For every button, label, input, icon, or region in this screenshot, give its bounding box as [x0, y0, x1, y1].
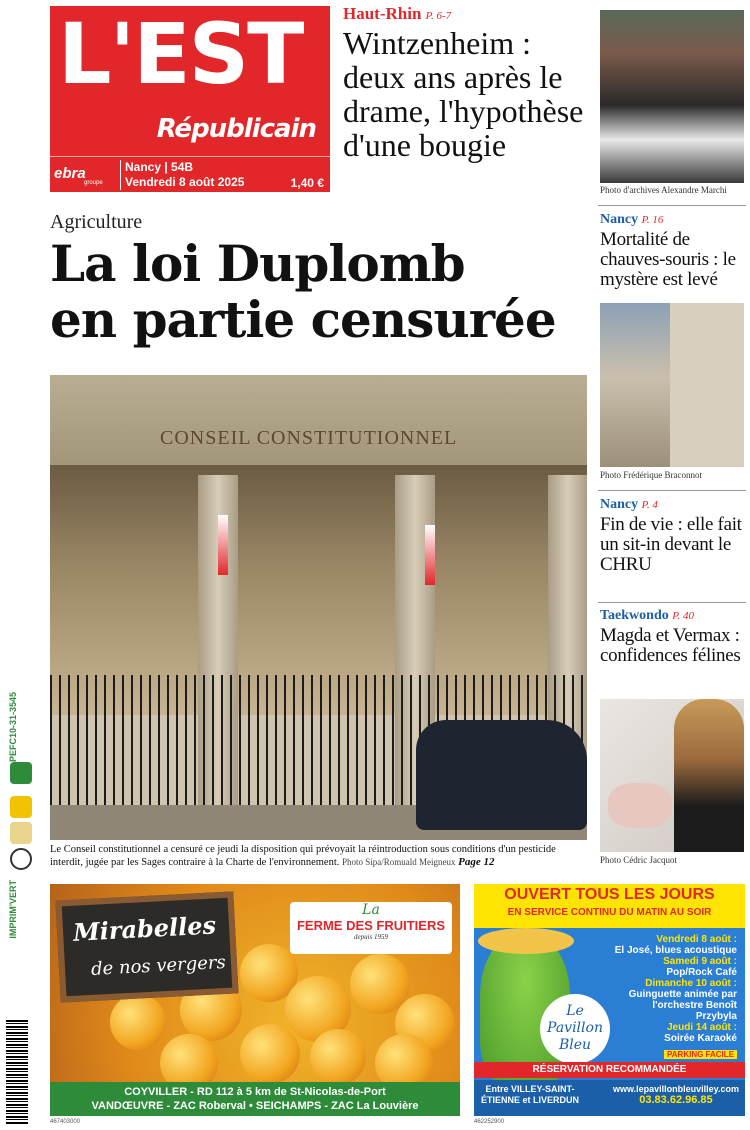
pefc-code: 10-31-3545 [8, 692, 18, 739]
address-line2: VANDŒUVRE - ZAC Roberval • SEICHAMPS - ZAC La Louvière [91, 1100, 419, 1112]
masthead-logo: L'EST [58, 5, 303, 103]
teaser-headline: Magda et Vermax : confidences félines [600, 625, 741, 666]
event-date: Dimanche 10 août : [645, 978, 737, 989]
teaser-bats[interactable] [600, 212, 745, 290]
teaser-taekwondo[interactable] [600, 608, 745, 666]
main-story-headline[interactable] [50, 236, 595, 348]
photo-person [674, 699, 744, 852]
caption-photo-credit: Photo Sipa/Romuald Meigneux [342, 857, 456, 867]
barcode [6, 1020, 28, 1125]
teaser-page-ref: P. 16 [641, 214, 664, 226]
caption-text: Le Conseil constitutionnel a censuré ce jeudi la disposition qui prévoyait la réintroduction sous conditions d'un pesticide interdit, jugée par les Sages contraire à la Charte de l'environnement. [50, 844, 556, 868]
teaser-kicker-label: Nancy [600, 212, 639, 227]
mascot-hat [478, 928, 574, 954]
reservation-banner: RÉSERVATION RECOMMANDÉE [474, 1062, 745, 1078]
issue-date: Vendredi 8 août 2025 [125, 175, 245, 189]
mirabelle-fruit [310, 1029, 366, 1085]
photo-building [670, 303, 744, 467]
issue-price: 1,40 € [290, 176, 324, 190]
chalkboard-sign [55, 891, 238, 1002]
ebra-logo: ebra [54, 165, 86, 182]
event-item [611, 978, 737, 1022]
brand-since: depuis 1959 [353, 933, 389, 941]
main-headline-line2: en partie censurée [50, 290, 556, 349]
teaser-end-of-life[interactable] [600, 497, 745, 575]
top-story[interactable] [343, 4, 593, 162]
teaser-bats-credit: Photo Frédérique Braconnot [600, 470, 702, 480]
caption-page-ref: Page 12 [458, 856, 495, 868]
edition-info [120, 160, 244, 190]
recycle-info-icon [10, 822, 32, 844]
ad-phone[interactable]: 03.83.62.96.85 [639, 1094, 713, 1106]
ad-footer [474, 1080, 745, 1116]
recycle-icon [10, 848, 32, 870]
photo-flag [218, 515, 228, 575]
pefc-label: PEFC [8, 738, 18, 763]
top-story-photo [600, 10, 744, 183]
teaser-headline: Mortalité de chauves-souris : le mystère est levé [600, 229, 736, 290]
teaser-kicker [600, 497, 745, 513]
parking-badge: PARKING FACILE [664, 1050, 737, 1059]
event-date: Vendredi 8 août : [656, 934, 737, 945]
teaser-kicker [600, 608, 745, 624]
masthead-logo-subtitle: Républicain [156, 114, 316, 144]
photo-facade [50, 375, 587, 465]
main-story-kicker: Agriculture [50, 211, 143, 233]
event-desc: Soirée Karaoké [664, 1033, 737, 1044]
divider [598, 490, 746, 491]
imprim-vert-label: IMPRIM'VERT [8, 880, 18, 939]
ad-contact [613, 1084, 739, 1106]
teaser-kicker-label: Nancy [600, 497, 639, 512]
ferme-des-fruitiers-logo [290, 902, 452, 954]
logo-line2: Pavillon [547, 1020, 603, 1036]
mirabelle-fruit [240, 1024, 300, 1084]
main-photo-caption [50, 843, 590, 869]
ad-headline: OUVERT TOUS LES JOURS [504, 886, 715, 903]
photo-car [416, 720, 587, 830]
top-story-kicker [343, 4, 593, 24]
teaser-page-ref: P. 40 [672, 610, 695, 622]
ad-location: Entre VILLEY-SAINT-ÉTIENNE et LIVERDUN [480, 1084, 579, 1105]
event-date: Samedi 9 août : [663, 956, 737, 967]
teaser-page-ref: P. 4 [641, 499, 658, 511]
event-desc: Pop/Rock Café [666, 967, 737, 978]
teaser-taekwondo-credit: Photo Cédric Jacquot [600, 855, 677, 865]
photo-cat [608, 783, 672, 828]
chalkboard-line1: Mirabelles [72, 910, 217, 947]
event-desc: El José, blues acoustique [614, 945, 737, 956]
top-story-page-ref: P. 6-7 [425, 10, 452, 22]
divider [598, 602, 746, 603]
address-line1: COYVILLER - RD 112 à 5 km de St-Nicolas-de-Port [124, 1086, 386, 1098]
masthead-info-bar [50, 156, 330, 192]
ad-header [474, 884, 745, 928]
events-list [611, 934, 737, 1044]
teaser-headline: Fin de vie : elle fait un sit-in devant le CHRU [600, 514, 742, 575]
event-item [611, 1022, 737, 1044]
photo-building-sign: CONSEIL CONSTITUTIONNEL [160, 427, 458, 449]
logo-line3: Bleu [558, 1037, 592, 1053]
triman-icon [10, 796, 32, 818]
advertisement-pavillon-bleu[interactable] [474, 884, 745, 1116]
store-addresses [50, 1082, 460, 1116]
mirabelle-fruit [110, 994, 166, 1050]
chalkboard-line2: de nos vergers [90, 951, 227, 980]
teaser-bats-photo [600, 303, 744, 467]
ad-left-ref: 467403000 [50, 1119, 81, 1125]
ad-right-ref: 462252900 [474, 1119, 505, 1125]
ad-subline: EN SERVICE CONTINU DU MATIN AU SOIR [507, 907, 712, 918]
photo-flag [425, 525, 435, 585]
teaser-kicker-label: Taekwondo [600, 608, 669, 623]
advertisement-mirabelles[interactable] [50, 884, 460, 1116]
top-photo-credit: Photo d'archives Alexandre Marchi [600, 185, 727, 195]
top-story-headline: Wintzenheim : deux ans après le drame, l'hypothèse d'une bougie [343, 25, 584, 163]
teaser-kicker [600, 212, 745, 228]
brand-la: La [362, 902, 380, 918]
masthead [50, 6, 330, 192]
pefc-icon [10, 762, 32, 784]
teaser-taekwondo-photo [600, 699, 744, 852]
top-story-kicker-label: Haut-Rhin [343, 4, 422, 23]
event-item [611, 956, 737, 978]
ad-website[interactable]: www.lepavillonbleuvilley.com [612, 1084, 739, 1094]
ebra-logo-sub: groupe [84, 180, 103, 186]
main-headline-line1: La loi Duplomb [50, 234, 465, 293]
edition-label: Nancy | 54B [125, 160, 194, 174]
brand-name: FERME DES FRUITIERS [296, 918, 446, 933]
event-date: Jeudi 14 août : [666, 1022, 737, 1033]
main-story-photo [50, 375, 587, 840]
pavillon-bleu-logo [540, 994, 610, 1064]
logo-line1: Le [566, 1003, 584, 1019]
event-desc: Guinguette animée par l'orchestre Benoît Przybyla [628, 989, 737, 1022]
event-item [611, 934, 737, 956]
divider [598, 205, 746, 206]
